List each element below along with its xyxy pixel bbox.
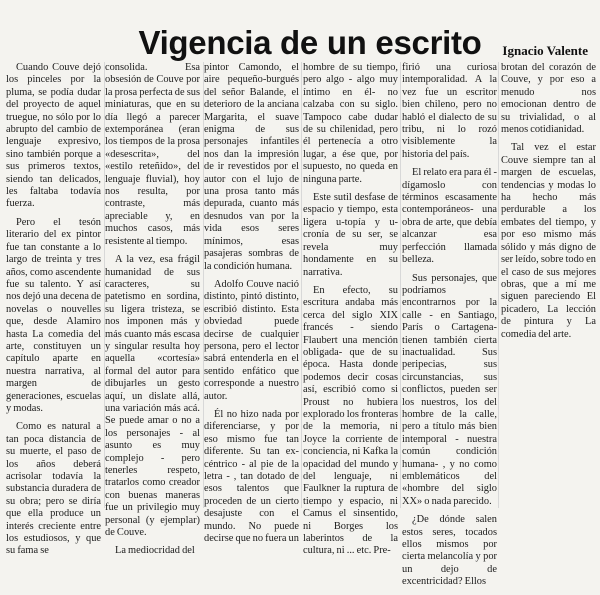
column-2 (105, 62, 200, 595)
article-headline: Vigencia de un escrito (138, 24, 482, 62)
paragraph: consolida. Esa obsesión de Couve por la prosa perfecta de sus miniaturas, que en su día llegó a parecer extemporánea (eran los tiempos de la prosa «desescrita», del «estilo reteñido», del lenguaje fluvial), hoy nos resulta, por contraste, más apreciable y, en muchos casos, más resistente al tiempo. (105, 62, 200, 247)
column-3 (204, 62, 299, 595)
article-body (6, 62, 596, 588)
paragraph: pintor Camondo, el aire pequeño-burgués del señor Balande, el deterioro de la anciana Margarita, el suave enigma de sus personajes infantiles nos dan la impresión de ir revestidos por el autor con el lujo de una prosa tanto más depurada, cuanto más desnudos van por la vida esos seres mínimos, esas pasajeras sombras de la condición humana. (204, 62, 299, 272)
paragraph: A la vez, esa frágil humanidad de sus caracteres, su patetismo en sordina, su ligera tristeza, se nos imponen más y más cuanto más escasa y singular resulta hoy aquella «cortesía» formal del autor para dibujarles un gesto aquí, un dislate allá, una variación más acá. Se puede amar o no a los personajes - al asunto es muy complejo - pero tenerles respeto, tratarlos como creador con buenas maneras fue un privilegio muy personal (y ejemplar) de Couve. (105, 254, 200, 539)
column-1 (6, 62, 101, 595)
paragraph: Este sutil desfase de espacio y tiempo, esta ligera u-topía y u-cronía de su ser, se revela muy hondamente en su narrativa. (303, 192, 398, 278)
paragraph: Cuando Couve dejó los pinceles por la pluma, se podía dudar del proyecto de aquel truegue, no sólo por lo abrupto del cambio de lenguaje expresivo, sino también porque a sus primeros textos, siendo tan delicados, les faltaba todavía fuerza. (6, 62, 101, 210)
paragraph: Sus personajes, que podríamos encontrarnos por la calle - en Santiago, París o Cartagena- tienen también cierta inactualidad. Sus peripecias, sus circunstancias, sus conflictos, pueden ser los nuestros, los del hombre de la calle, pero a título más bien intemporal - nuestra común condición humana- , y no como emblemáticos del «hombre del siglo XX» o nada parecido. (402, 272, 497, 507)
paragraph: Adolfo Couve nació distinto, pintó distinto, escribió distinto. Esta obviedad puede decirse de cualquier persona, pero el lector sabrá entenderla en el sentido enfático que corresponde a nuestro autor. (204, 278, 299, 402)
paragraph: brotan del corazón de Couve, y por eso a menudo nos emocionan dentro de su trivialidad, o al menos cotidianidad. (501, 62, 596, 136)
paragraph: firió una curiosa intemporalidad. A la vez fue un escritor bien chileno, pero no habló el dialecto de su tribu, ni lo rozó visiblemente la historia del país. (402, 62, 497, 160)
paragraph: Tal vez el estar Couve siempre tan al margen de escuelas, tendencias y modas lo ha hecho más perdurable a los embates del tiempo, y por eso mismo más sólido y más digno de ser leído, sobre todo en el caso de sus mejores obras, que a mí me siguen pareciendo El picadero, La lección de pintura y La comedia del arte. (501, 142, 596, 340)
paragraph: La mediocridad del (115, 545, 195, 557)
paragraph: En efecto, su escritura andaba más cerca del siglo XIX francés - siendo Flaubert una mención obligada- que de su época. Hasta donde podemos decir cosas así, escribió como si Proust no hubiera explorado los fronteras de la memoria, ni Joyce la corriente de conciencia, ni Kafka la opacidad del mundo y del lenguaje, ni Faulkner la ruptura de tiempo y espacio, ni Camus el sinsentido, ni Borges los laberintos de la cultura, ni ... etc. Pre- (303, 284, 398, 557)
column-6 (501, 62, 596, 595)
column-4 (303, 62, 398, 595)
paragraph: hombre de su tiempo, pero algo - algo muy íntimo en él- no calzaba con su siglo. Tampoco cabe dudar de su chilenidad, pero él pertenecía a otro lugar, a ése que, por supuesto, no queda en ninguna parte. (303, 62, 398, 185)
paragraph: El relato era para él - dígamoslo con términos escasamente contemporáneos- una obra de arte, que debía alcanzar esa perfección llamada belleza. (402, 167, 497, 266)
article-byline: Ignacio Valente (502, 43, 588, 58)
paragraph: ¿De dónde salen estos seres, tocados ellos mismos por cierta melancolía y por un dejo de excentricidad? Ellos (402, 514, 497, 588)
paragraph: Como es natural a tan poca distancia de su muerte, el paso de los años deberá acrisolar todavía la substancia duradera de su obra; pero se diría que ella produce un interés creciente entre los estudiosos, y que su fama se (6, 421, 101, 557)
column-5 (402, 62, 497, 595)
paragraph: Él no hizo nada por diferenciarse, y por eso mismo fue tan diferente. Su tan ex-céntrico - al pie de la letra - , tan dotado de esos talentos que proceden de un cierto desajuste con el mundo. No puede decirse que no fuera un (204, 408, 299, 545)
paragraph: Pero el tesón literario del ex pintor fue tan constante a lo largo de treinta y tres años, como ascendente fue su talento. Y así nos dejó una decena de novelas o nouvelles que, desde Alamiro hasta La comedia del arte, constituyen un capítulo aparte en nuestra narrativa, al margen de generaciones, escuelas y modas. (6, 216, 101, 414)
